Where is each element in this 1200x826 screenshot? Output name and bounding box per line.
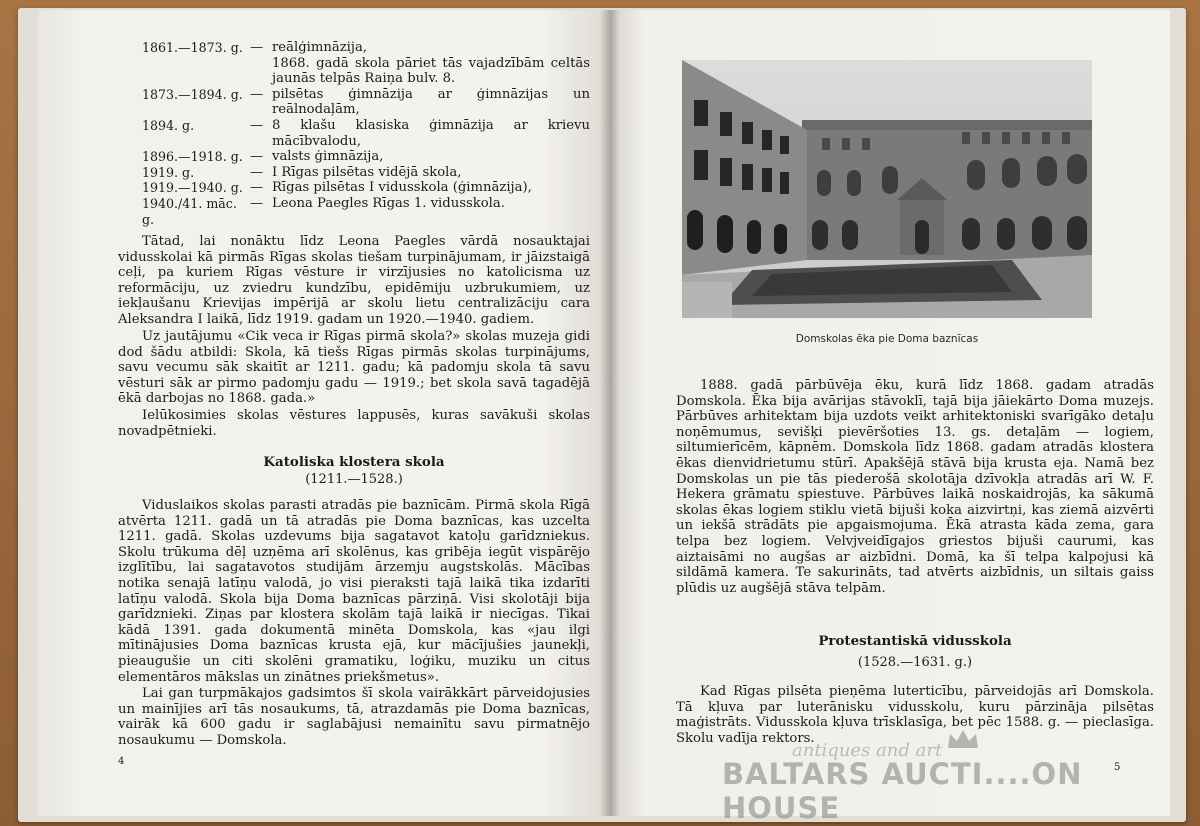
timeline-dash: —	[250, 164, 264, 180]
timeline-description: reālģimnāzija,	[272, 40, 368, 55]
timeline-dash: —	[250, 195, 264, 211]
timeline-row	[142, 87, 590, 118]
timeline-description: 1868. gadā skola pāriet tās vajadzībām celtās jaunās telpās Raiņa bulv. 8.	[272, 55, 590, 87]
timeline-date: 1940./41. māc. g.	[142, 195, 237, 227]
timeline-dash: —	[250, 180, 264, 196]
page-number-left: 4	[118, 756, 125, 767]
timeline-date: 1873.—1894. g.	[142, 86, 243, 102]
left-paragraph-1: Tātad, lai nonāktu līdz Leona Paegles vārdā nosauktajai vidusskolai kā pirmās Rīgas skolas tiešam turpinājumam, ir jāizstaigā ceļi, pa kuriem Rīgas vēsture ir virzījusies no katolicisma uz reformāciju, uz zviedru kundzību, epidēmiju uzbrukumiem, uz iekļaušanu Krievijas impērijā ar skolu lietu centralizāciju cara Aleksandra I laikā, līdz 1919. gadam un 1920.—1940. gadiem.	[118, 234, 590, 327]
school-timeline	[142, 40, 590, 227]
timeline-date: 1919.—1940. g.	[142, 180, 243, 196]
watermark-tagline: antiques and art	[792, 740, 943, 761]
timeline-dash: —	[250, 117, 264, 133]
domskola-photograph	[682, 60, 1092, 318]
timeline-description: Rīgas pilsētas I vidusskola (ģimnāzija),	[272, 180, 532, 196]
timeline-row	[142, 149, 590, 165]
timeline-date	[142, 56, 250, 87]
timeline-row	[142, 180, 590, 196]
timeline-description: valsts ģimnāzija,	[272, 149, 384, 165]
timeline-dash	[250, 56, 272, 87]
right-paragraph-2: Kad Rīgas pilsēta pieņēma luterticību, pārveidojās arī Domskola. Tā kļuva par luterānisku vidusskolu, kuru pārzināja pilsētas maģistrāts. Vidusskola kļuva trīsklasīga, bet pēc 1588. g. — pieclasīga. Skolu vadīja rektors.	[676, 684, 1154, 746]
left-paragraph-5: Lai gan turpmākajos gadsimtos šī skola vairākkārt pārveidojusies un mainījies arī tās nosaukums, tā, atrazdamās pie Doma baznīcas, vairāk kā 600 gadu ir saglabājusi nemainītu savu pirmatnējo nosaukumu — Domskola.	[118, 686, 590, 748]
right-paragraph-1: 1888. gadā pārbūvēja ēku, kurā līdz 1868. gadam atradās Domskola. Ēka bija avārijas stāvoklī, tajā bija jāiekārto Doma muzejs. Pārbūves arhitektam bija uzdots veikt arhitektoniski svarīgāko detaļu noņēmumus, sevišķi pievēršoties 13. gs. detaļām — logiem, siltumierīcēm, kāpnēm. Domskola līdz 1868. gadam atradās klostera ēkas dienvidrietumu stūrī. Apakšējā stāvā bija krusta eja. Namā bez Domskolas un pie tās piederošā skolotāja dzīvokļa atradās arī W. F. Hekera grāmatu spiestuve. Pārbūves laikā noskaidrojās, ka sākumā skolas ēkas logiem stiklu vietā bijuši koka aizvirtņi, kas ziemā aizvērti un iekšā strādāts pie apgaismojuma. Ēkā atrasta kāda zema, gara telpa bez logiem. Velvjveidīgajos griestos bijuši caurumi, kas aiztaisāmi no augšas ar aizbīdni. Domā, ka šī telpa kalpojusi kā sildāmā kamera. Te sakurināts, tad atvērts aizbīdnis, un siltais gaiss plūdis uz augšējā stāva telpām.	[676, 378, 1154, 596]
section-years-catholic-school: (1211.—1528.)	[305, 472, 403, 487]
watermark-brand: BALTARS AUCTI....ON HOUSE	[722, 757, 1083, 825]
section-heading-protestant-school: Protestantiskā vidusskola	[818, 633, 1012, 649]
timeline-row	[142, 40, 590, 56]
section-years-protestant-school: (1528.—1631. g.)	[857, 655, 973, 670]
timeline-date: 1919. g.	[142, 164, 195, 180]
timeline-dash: —	[250, 86, 264, 102]
photo-caption: Domskolas ēka pie Doma baznīcas	[795, 333, 979, 345]
timeline-date: 1861.—1873. g.	[142, 40, 243, 55]
timeline-row	[142, 196, 590, 227]
crown-icon	[946, 728, 980, 750]
timeline-date: 1896.—1918. g.	[142, 149, 243, 165]
timeline-description: 8 klašu klasiska ģimnāzija ar krievu mācībvalodu,	[272, 117, 590, 149]
left-paragraph-4: Viduslaikos skolas parasti atradās pie baznīcām. Pirmā skola Rīgā atvērta 1211. gadā un tā atradās pie Doma baznīcas, kas uzcelta 1211. gadā. Skolas uzdevums bija sagatavot katoļu garīdzniekus. Skolu trūkuma dēļ uzņēma arī skolēnus, kas gribēja iegūt vispārējo izglītību, lai sagatavotos studijām ārzemju augstskolās. Mācības notika senajā latīņu valodā, jo visi pieraksti tajā laikā tika izdarīti latīņu valodā. Skola bija Doma baznīcas pārziņā. Visi skolotāji bija garīdznieki. Ziņas par klostera skolām tajā laikā ir niecīgas. Tikai kādā 1391. gada dokumentā minēta Domskola, kas «jau ilgi mītinājusies Doma baznīcas krusta ejā, kur mācījušies jaunekļi, pieaugušie un citi skolēni gramatiku, loģiku, muziku un citus elementāros mākslas un zinātnes priekšmetus».	[118, 498, 590, 685]
timeline-description: Leona Paegles Rīgas 1. vidusskola.	[272, 195, 505, 211]
timeline-dash: —	[250, 40, 264, 55]
timeline-dash: —	[250, 149, 264, 165]
section-heading-catholic-school: Katoliska klostera skola	[263, 454, 445, 470]
timeline-row	[142, 118, 590, 149]
timeline-date: 1894. g.	[142, 117, 195, 133]
timeline-row	[142, 165, 590, 181]
page-number-right: 5	[1114, 762, 1121, 773]
timeline-row	[142, 56, 590, 87]
timeline-description: I Rīgas pilsētas vidējā skola,	[272, 164, 462, 180]
left-paragraph-3: Ielūkosimies skolas vēstures lappusēs, kuras savākuši skolas novadpētnieki.	[118, 408, 590, 439]
left-paragraph-2: Uz jautājumu «Cik veca ir Rīgas pirmā skola?» skolas muzeja gidi dod šādu atbildi: Skola, kā tiešs Rīgas pirmās skolas turpinājums, savu vecumu sāk skaitīt ar 1211. gadu; kā padomju skola tā savu vēsturi sāk ar pirmo padomju gadu — 1919.; bet skola savā tagadējā ēkā darbojas no 1868. gada.»	[118, 329, 590, 407]
timeline-description: pilsētas ģimnāzija ar ģimnāzijas un reālnodaļām,	[272, 86, 590, 118]
book-gutter	[600, 10, 620, 816]
